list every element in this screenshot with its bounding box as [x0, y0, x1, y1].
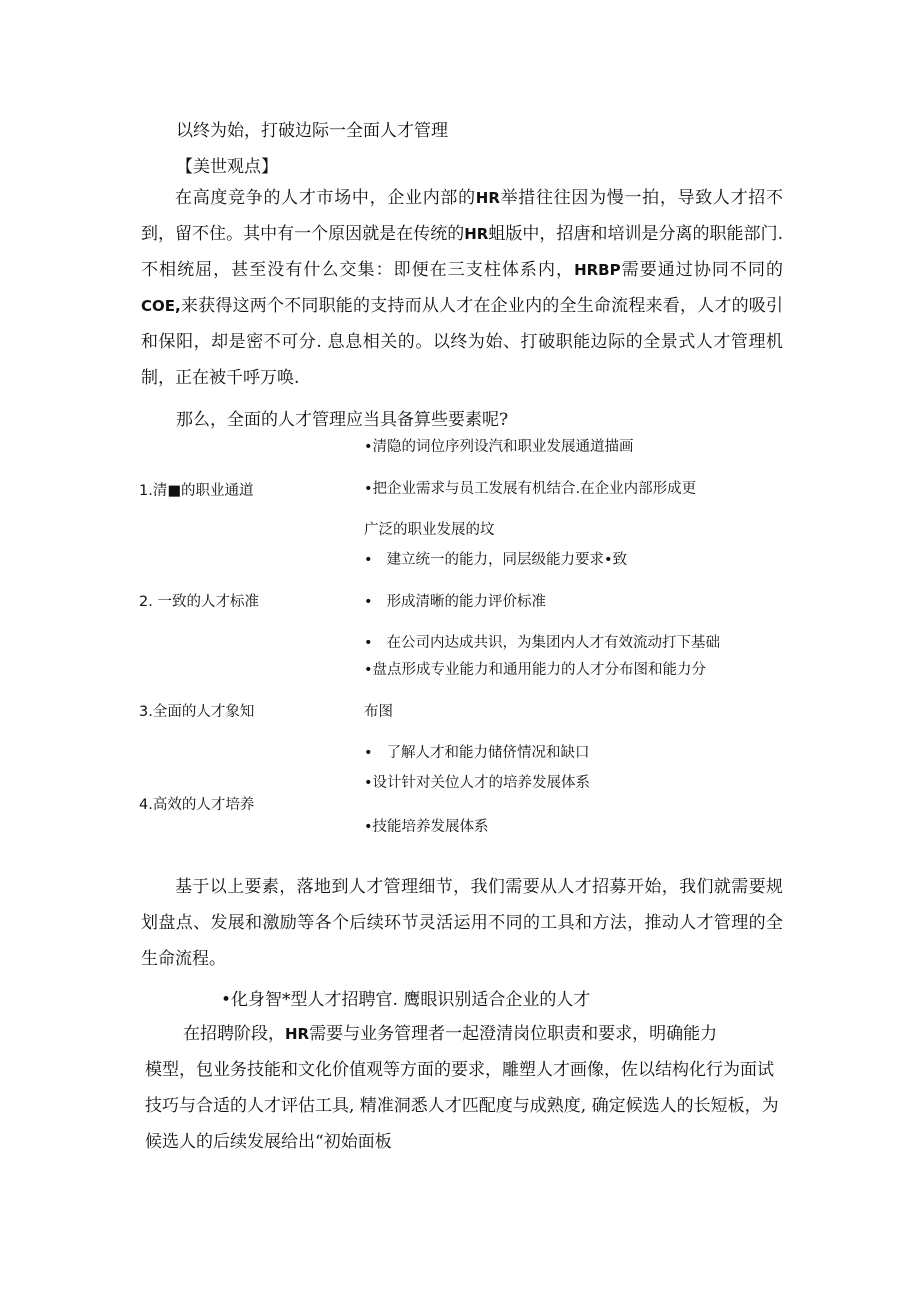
- table-bullet: •技能培养发展体系: [364, 819, 489, 835]
- table-bullet-continuation: 广泛的职业发展的坟: [364, 522, 495, 538]
- table-bullet: • 建立统一的能力，同层级能力要求•致: [364, 552, 628, 568]
- row-label-talent-development: 4.高效的人才培养: [139, 797, 255, 813]
- row-label-talent-insight: 3.全面的人才象知: [139, 704, 255, 720]
- summary-paragraph: 基于以上要素，落地到人才管理细节，我们需要从人才招募开始，我们就需要规划盘点、发展和激励等各个后续环节灵活运用不同的工具和方法，推动人才管理的全生命流程。: [141, 877, 783, 969]
- intro-paragraph: 在高度竞争的人才市场中，企业内部的HR举措往往因为慢一拍，导致人才招不到，留不住。其中有一个原因就是在传统的HR蛆版中，招唐和培训是分离的职能部门. 不相统屈，甚至没有什么交集：即便在三支柱体系内，HRBP需要通过协同不同的COE,来获得这两个不同职能的支持而从人才在企业内的全生命流程来看，人才的吸引和保阳，却是密不可分. 息息相关的。以终为始、打破职能边际的全景式人才管理机制，正在被千呼万唤.: [141, 188, 784, 388]
- table-bullet: • 形成清晰的能力评价标准: [364, 594, 547, 610]
- recruit-line: 技巧与合适的人才评估工具, 精准洞悉人才匹配度与成熟度, 确定候选人的长短板，为: [145, 1096, 779, 1116]
- section-tag: 【美世观点】: [176, 157, 278, 177]
- recruit-line: 候选人的后续发展给出“初始面板: [145, 1132, 392, 1152]
- recruit-line: 在招聘阶段，HR需要与业务管理者一起澄清岗位职责和要求，明确能力: [183, 1024, 718, 1044]
- table-bullet: •设计针对关位人才的培养发展体系: [364, 775, 591, 791]
- question-line: 那么，全面的人才管理应当具备算些要素呢?: [176, 410, 509, 430]
- row-label-talent-standard: 2. 一致的人才标准: [139, 594, 259, 610]
- table-bullet-continuation: 布图: [364, 704, 393, 720]
- subheading: •化身智*型人才招聘官. 鹰眼识别适合企业的人才: [221, 990, 591, 1010]
- table-bullet: • 了解人才和能力储侪情况和缺口: [364, 745, 590, 761]
- table-bullet: •清隐的词位序列设汽和职业发展通道描画: [364, 439, 634, 455]
- recruit-line: 模型，包业务技能和文化价值观等方面的要求，雕塑人才画像，佐以结构化行为面试: [145, 1060, 774, 1080]
- doc-title: 以终为始，打破边际一全面人才管理: [176, 121, 448, 141]
- table-bullet: •盘点形成专业能力和通用能力的人才分布图和能力分: [364, 662, 707, 678]
- table-bullet: • 在公司内达成共识，为集团内人才有效流动打下基础: [364, 635, 721, 651]
- table-bullet: •把企业需求与员工发展有机结合.在企业内部形成更: [364, 481, 697, 497]
- row-label-career-path: 1.清■的职业通道: [139, 483, 254, 499]
